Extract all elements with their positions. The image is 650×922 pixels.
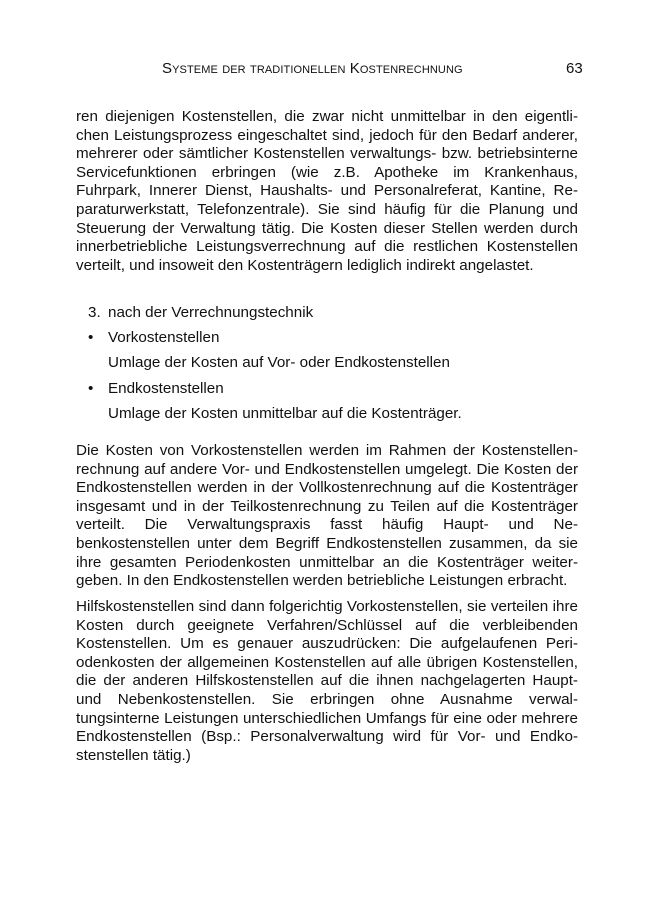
- numbered-item: [88, 300, 578, 325]
- list-item-description-row: [88, 401, 578, 426]
- list-item: [88, 376, 578, 401]
- bullet-icon: •: [88, 329, 94, 347]
- bullet-icon: •: [88, 379, 94, 397]
- list-item-label: Endkostenstellen: [108, 379, 224, 397]
- page-header: [0, 60, 650, 82]
- paragraph-hilfskostenstellen-definition: ren diejenigen Kostenstellen, die zwar nicht unmittelbar in den eigentlichen Leistungsprozess eingeschaltet sind, jedoch für den Bedarf anderer, mehrerer oder sämtlicher Kostenstellen verwaltungs- bzw. betriebsinterne Servicefunktionen erbringen (wie z.B. Apotheke im Krankenhaus, Fuhrpark, Innerer Dienst, Haushalts- und Personalreferat, Kantine, Reparaturwerkstatt, Telefonzentrale). Sie sind häufig für die Planung und Steuerung der Verwaltung tätig. Die Kosten dieser Stellen werden durch innerbetriebliche Leistungsverrechnung auf die restlichen Kostenstellen verteilt, und insoweit den Kostenträgern lediglich indirekt angelastet.: [76, 108, 578, 274]
- list-item-heading: nach der Verrechnungstechnik: [108, 304, 314, 321]
- list-item-description: Umlage der Kosten auf Vor- oder Endkostenstellen: [108, 354, 450, 372]
- paragraph-hilfskostenstellen-verteilung: Hilfskostenstellen sind dann folgerichtig Vorkostenstellen, sie verteilen ihre Kosten durch geeignete Verfahren/Schlüssel auf die verbleibenden Kostenstellen. Um es genauer auszudrücken: Die aufgelaufenen Periodenkosten der allgemeinen Kostenstellen auf alle übrigen Kostenstellen, die der anderen Hilfskostenstellen auf die ihnen nachgelagerten Haupt- und Nebenkostenstellen. Sie erbringen ohne Ausnahme verwaltungsinterne Leistungen unterschiedlichen Umfangs für eine oder mehrere Endkostenstellen (Bsp.: Personalverwaltung wird für Vor- und Endkostenstellen tätig.): [76, 598, 578, 764]
- page-number: 63: [566, 60, 583, 77]
- paragraph-vorkostenstellen: Die Kosten von Vorkostenstellen werden im Rahmen der Kostenstellenrechnung auf andere Vor- und Endkostenstellen umgelegt. Die Kosten der Endkostenstellen werden in der Vollkostenrechnung auf die Kostenträger insgesamt und in der Teilkostenrechnung zu Teilen auf die Kostenträger verteilt. Die Verwaltungspraxis fasst häufig Haupt- und Nebenkostenstellen unter dem Begriff Endkostenstellen zusammen, da sie ihre gesamten Periodenkosten unmittelbar an die Kostenträger weitergeben. In den Endkostenstellen werden betriebliche Leistungen erbracht.: [76, 442, 578, 590]
- list-number: 3.: [88, 304, 101, 321]
- list-item-description: Umlage der Kosten unmittelbar auf die Kostenträger.: [108, 404, 462, 422]
- verrechnungstechnik-list: [88, 300, 578, 426]
- list-item-description-row: [88, 350, 578, 375]
- list-item: [88, 325, 578, 350]
- running-title: Systeme der traditionellen Kostenrechnung: [162, 60, 463, 77]
- list-item-label: Vorkostenstellen: [108, 329, 220, 347]
